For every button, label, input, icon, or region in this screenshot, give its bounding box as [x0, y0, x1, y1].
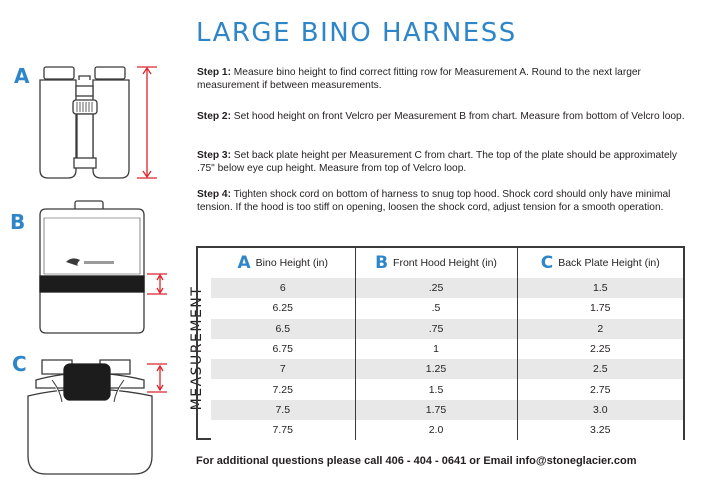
step-4 [197, 188, 692, 214]
cell-b: .75 [355, 319, 517, 339]
cell-c: 3.0 [517, 400, 683, 420]
harness-front-diagram [40, 201, 144, 333]
step-1 [197, 66, 692, 92]
step-2-text: Set hood height on front Velcro per Measurement B from chart. Measure from bottom of Velcro loop. [230, 111, 685, 122]
cell-a: 7.75 [211, 420, 355, 440]
cell-a: 6.25 [211, 298, 355, 318]
table-header-row [211, 248, 683, 278]
cell-b: .5 [355, 298, 517, 318]
step-4-text: Tighten shock cord on bottom of harness to snug top hood. Shock cord should only have minimal tension. If the hood is too stiff on opening, loosen the shock cord, adjust tension for a smooth operation. [197, 189, 671, 213]
step-1-text: Measure bino height to find correct fitting row for Measurement A. Round to the next larger measurement if between measurements. [197, 67, 641, 91]
binocular-diagram [40, 67, 129, 178]
cell-c: 2.25 [517, 339, 683, 359]
page-title: LARGE BINO HARNESS [196, 18, 517, 48]
cell-a: 7.5 [211, 400, 355, 420]
measurement-side-label: MEASUREMENT [189, 285, 205, 411]
header-front-hood-height: B Front Hood Height (in) [355, 248, 517, 278]
cell-c: 1.5 [517, 278, 683, 298]
measurement-c-marker [147, 364, 167, 392]
contact-footer: For additional questions please call 406 - 404 - 0641 or Email info@stoneglacier.com [196, 455, 637, 467]
cell-a: 6.5 [211, 319, 355, 339]
letter-c: C [12, 352, 27, 376]
step-3 [197, 149, 692, 175]
harness-illustrations [0, 0, 190, 490]
step-2-label: Step 2: [197, 111, 231, 122]
cell-b: 1.75 [355, 400, 517, 420]
harness-back-diagram [28, 360, 152, 474]
cell-a: 7.25 [211, 379, 355, 399]
cell-b: 1 [355, 339, 517, 359]
table-row [211, 339, 683, 359]
step-1-label: Step 1: [197, 67, 231, 78]
letter-b: B [10, 210, 26, 234]
table-row [211, 400, 683, 420]
table-row [211, 379, 683, 399]
cell-a: 6 [211, 278, 355, 298]
header-back-plate-height: C Back Plate Height (in) [517, 248, 683, 278]
cell-b: 1.25 [355, 359, 517, 379]
cell-a: 6.75 [211, 339, 355, 359]
cell-a: 7 [211, 359, 355, 379]
cell-c: 3.25 [517, 420, 683, 440]
letter-a: A [14, 64, 30, 88]
sizing-table [211, 248, 683, 440]
table-row [211, 278, 683, 298]
header-bino-height: A Bino Height (in) [237, 253, 329, 273]
measurement-b-marker [147, 274, 167, 294]
cell-c: 2 [517, 319, 683, 339]
cell-c: 1.75 [517, 298, 683, 318]
cell-b: 2.0 [355, 420, 517, 440]
table-row [211, 359, 683, 379]
cell-b: 1.5 [355, 379, 517, 399]
measurement-a-marker [137, 67, 157, 178]
cell-b: .25 [355, 278, 517, 298]
table-row [211, 420, 683, 440]
cell-c: 2.5 [517, 359, 683, 379]
cell-c: 2.75 [517, 379, 683, 399]
step-3-label: Step 3: [197, 150, 231, 161]
step-2 [197, 110, 692, 123]
table-row [211, 298, 683, 318]
step-4-label: Step 4: [197, 189, 231, 200]
step-3-text: Set back plate height per Measurement C from chart. The top of the plate should be approximately .75" below eye cup height. Measure from top of Velcro loop. [197, 150, 678, 174]
table-row [211, 319, 683, 339]
